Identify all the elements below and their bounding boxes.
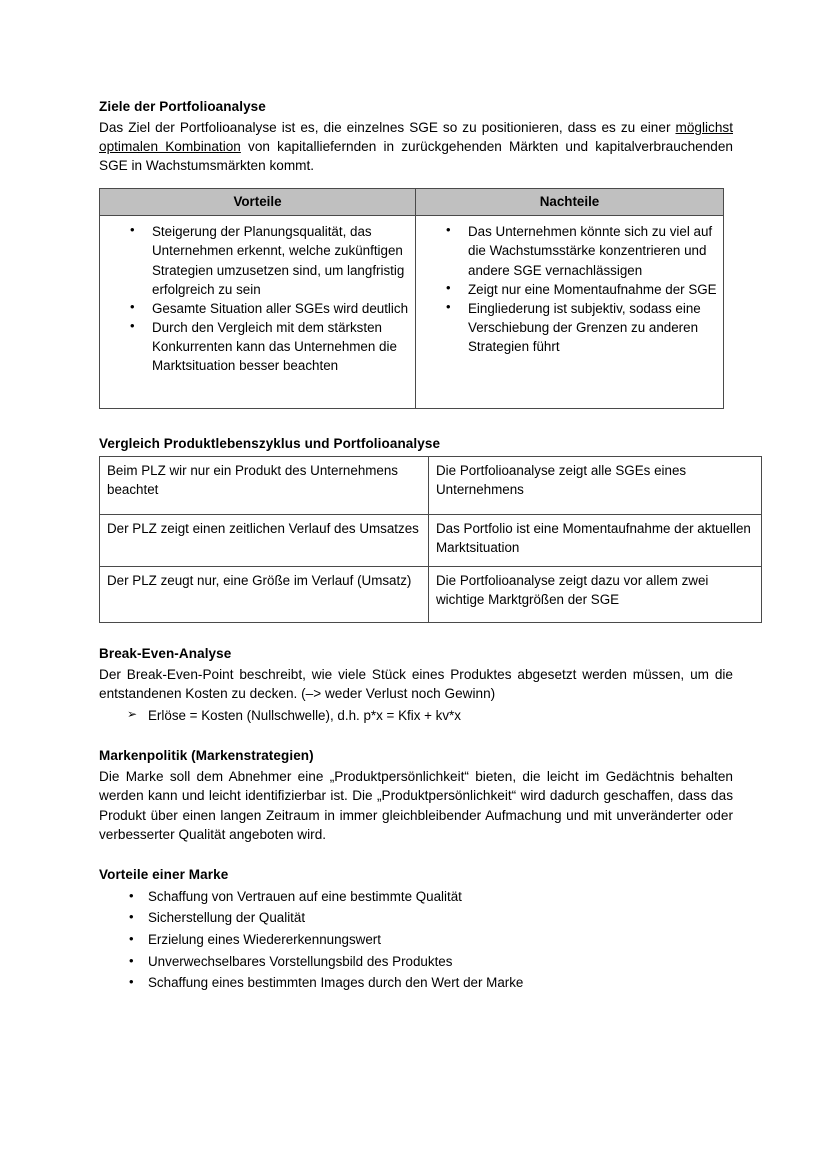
- paragraph-markenpolitik: Die Marke soll dem Abnehmer eine „Produktpersönlichkeit“ bieten, die leicht im Gedächtnis behalten werden kann und leicht identifizierbar ist. Die „Produktpersönlichkeit“ wird dadurch geschaffen, dass das Produkt über einen langen Zeitraum in immer gleichbleibender Aufmachung und mit unveränderter oder verbesserter Qualität angeboten wird.: [99, 769, 733, 842]
- break-even-formula-list: [99, 706, 733, 725]
- heading-vergleich-produktlebenszyklus: Vergleich Produktlebenszyklus und Portfolioanalyse: [99, 436, 441, 452]
- list-item: • Gesamte Situation aller SGEs wird deutlich: [100, 299, 409, 318]
- list-item: • Erzielung eines Wiedererkennungswert: [99, 929, 733, 951]
- table-row: [100, 216, 724, 409]
- spacer: [99, 725, 733, 747]
- heading-ziele-der-portfolioanalyse: Ziele der Portfolioanalyse: [99, 99, 266, 114]
- list-item: • Sicherstellung der Qualität: [99, 907, 733, 929]
- list-item: • Unverwechselbares Vorstellungsbild des Produktes: [99, 951, 733, 973]
- cell-pros: [100, 216, 416, 409]
- spacer: [99, 623, 733, 645]
- list-item: • Schaffung eines bestimmten Images durch den Wert der Marke: [99, 972, 733, 994]
- list-item: • Eingliederung ist subjektiv, sodass eine Verschiebung der Grenzen zu anderen Strategien führt: [416, 299, 717, 356]
- heading-vorteile-einer-marke: Vorteile einer Marke: [99, 866, 229, 882]
- document-content: [99, 98, 751, 994]
- cell-plz: Der PLZ zeigt einen zeitlichen Verlauf des Umsatzes: [100, 515, 429, 567]
- pros-cons-table: [99, 188, 724, 409]
- list-item: • Das Unternehmen könnte sich zu viel auf die Wachstumsstärke konzentrieren und andere SGE vernachlässigen: [416, 222, 717, 279]
- cons-list: [416, 222, 717, 356]
- list-item-formula: ➢ Erlöse = Kosten (Nullschwelle), d.h. p*x = Kfix + kv*x: [99, 706, 733, 725]
- cell-portfolio: Die Portfolioanalyse zeigt alle SGEs eines Unternehmens: [429, 457, 762, 515]
- brand-benefits-list: [99, 886, 733, 995]
- comparison-table: [99, 456, 762, 623]
- heading-break-even-analyse: Break-Even-Analyse: [99, 646, 232, 662]
- column-header-vorteile: Vorteile: [100, 189, 416, 216]
- paragraph-break-even: Der Break-Even-Point beschreibt, wie viele Stück eines Produktes abgesetzt werden müssen, um die entstandenen Kosten zu decken. (–> weder Verlust noch Gewinn): [99, 666, 733, 702]
- intro-text-part1: Das Ziel der Portfolioanalyse ist es, die einzelnes SGE so zu positionieren, dass es zu einer: [99, 119, 676, 135]
- heading-markenpolitik: Markenpolitik (Markenstrategien): [99, 748, 314, 764]
- paragraph-ziele-intro: [99, 118, 733, 175]
- cell-plz: Der PLZ zeugt nur, eine Größe im Verlauf (Umsatz): [100, 567, 429, 623]
- cell-plz: Beim PLZ wir nur ein Produkt des Unternehmens beachtet: [100, 457, 429, 515]
- pros-list: [100, 222, 409, 375]
- cell-portfolio: Die Portfolioanalyse zeigt dazu vor allem zwei wichtige Marktgrößen der SGE: [429, 567, 762, 623]
- list-item: • Schaffung von Vertrauen auf eine bestimmte Qualität: [99, 886, 733, 908]
- list-item: • Durch den Vergleich mit dem stärksten Konkurrenten kann das Unternehmen die Marktsituation besser beachten: [100, 318, 409, 375]
- list-item: • Zeigt nur eine Momentaufnahme der SGE: [416, 280, 717, 299]
- table-row: [100, 567, 762, 623]
- cell-cons: [416, 216, 724, 409]
- table-row: [100, 515, 762, 567]
- column-header-nachteile: Nachteile: [416, 189, 724, 216]
- table-row: [100, 457, 762, 515]
- intro-text-part2: von kapitalliefernden in zurückgehenden Märkten und kapitalverbrauchenden SGE in Wachstumsmärkten kommt.: [99, 138, 733, 174]
- cell-portfolio: Das Portfolio ist eine Momentaufnahme der aktuellen Marktsituation: [429, 515, 762, 567]
- spacer: [99, 409, 733, 435]
- intro-underlined-phrase: möglichst optimalen Kombination: [99, 119, 733, 154]
- table-header-row: [100, 189, 724, 216]
- spacer: [99, 844, 733, 866]
- list-item: • Steigerung der Planungsqualität, das Unternehmen erkennt, welche zukünftigen Strategien umzusetzen sind, um langfristig erfolgreich zu sein: [100, 222, 409, 299]
